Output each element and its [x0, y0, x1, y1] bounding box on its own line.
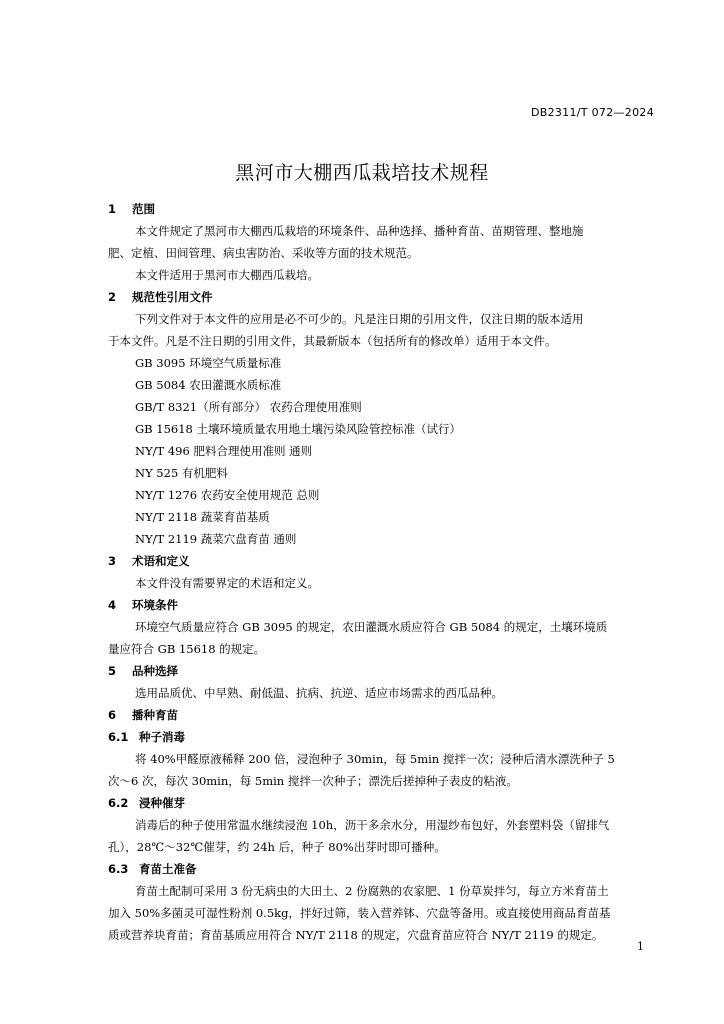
section-number: 5	[108, 664, 117, 678]
paragraph-line: 下列文件对于本文件的应用是必不可少的。凡是注日期的引用文件，仅注日期的版本适用	[135, 312, 584, 326]
subsection-heading-6-1	[108, 726, 658, 748]
subsection-number: 6.3	[108, 862, 129, 876]
section-heading-1	[108, 198, 658, 220]
subsection-title: 种子消毒	[139, 730, 185, 744]
reference-item: NY 525 有机肥料	[135, 466, 228, 480]
section-number: 2	[108, 290, 117, 304]
paragraph-line: 消毒后的种子使用常温水继续浸泡 10h，沥干多余水分，用湿纱布包好，外套塑料袋（留排气	[135, 818, 610, 832]
section-title: 播种育苗	[132, 708, 178, 722]
paragraph-line: 环境空气质量应符合 GB 3095 的规定，农田灌溉水质应符合 GB 5084 的规定，土壤环境质	[135, 620, 608, 634]
paragraph-line: 本文件没有需要界定的术语和定义。	[135, 576, 319, 590]
section-title: 规范性引用文件	[132, 290, 213, 304]
subsection-heading-6-3	[108, 858, 658, 880]
paragraph-line: 肥、定植、田间管理、病虫害防治、采收等方面的技术规范。	[108, 246, 419, 260]
document-title: 黑河市大棚西瓜栽培技术规程	[235, 162, 489, 184]
paragraph-line: 育苗土配制可采用 3 份无病虫的大田土、2 份腐熟的农家肥、1 份草炭拌匀，每立方米育苗土	[135, 884, 609, 898]
subsection-title: 浸种催芽	[139, 796, 185, 810]
section-title: 品种选择	[132, 664, 178, 678]
reference-item: GB 5084 农田灌溉水质标准	[135, 378, 282, 392]
reference-item: GB 3095 环境空气质量标准	[135, 356, 282, 370]
paragraph-line: 孔），28℃～32℃催芽，约 24h 后，种子 80%出芽时即可播种。	[108, 840, 446, 854]
reference-item: GB 15618 土壤环境质量农用地土壤污染风险管控标准（试行）	[135, 422, 462, 436]
section-heading-3	[108, 550, 658, 572]
subsection-title: 育苗土准备	[139, 862, 197, 876]
paragraph-line: 将 40%甲醛原液稀释 200 倍，浸泡种子 30min，每 5min 搅拌一次；浸种后清水漂洗种子 5	[135, 752, 615, 766]
document-body	[108, 198, 658, 946]
subsection-number: 6.1	[108, 730, 129, 744]
paragraph-line: 质或营养块育苗；育苗基质应用符合 NY/T 2118 的规定，穴盘育苗应符合 NY/T 2119 的规定。	[108, 928, 604, 942]
section-number: 4	[108, 598, 117, 612]
subsection-number: 6.2	[108, 796, 129, 810]
section-title: 环境条件	[132, 598, 178, 612]
paragraph-line: 本文件适用于黑河市大棚西瓜栽培。	[135, 268, 319, 282]
section-heading-2	[108, 286, 658, 308]
paragraph-line: 选用品质优、中早熟、耐低温、抗病、抗逆、适应市场需求的西瓜品种。	[135, 686, 503, 700]
paragraph-line: 量应符合 GB 15618 的规定。	[108, 642, 266, 656]
section-number: 3	[108, 554, 117, 568]
reference-item: NY/T 1276 农药安全使用规范 总则	[135, 488, 320, 502]
page-number: 1	[637, 940, 644, 953]
reference-item: NY/T 2118 蔬菜育苗基质	[135, 510, 270, 524]
paragraph-line: 本文件规定了黑河市大棚西瓜栽培的环境条件、品种选择、播种育苗、苗期管理、整地施	[135, 224, 584, 238]
document-number: DB2311/T 072—2024	[530, 106, 654, 119]
reference-item: NY/T 2119 蔬菜穴盘育苗 通则	[135, 532, 297, 546]
subsection-heading-6-2	[108, 792, 658, 814]
section-heading-5	[108, 660, 658, 682]
section-number: 1	[108, 202, 117, 216]
section-heading-6	[108, 704, 658, 726]
section-number: 6	[108, 708, 117, 722]
paragraph-line: 次～6 次，每次 30min，每 5min 搅拌一次种子；漂洗后搓掉种子表皮的粘液。	[108, 774, 518, 788]
reference-item: GB/T 8321（所有部分） 农药合理使用准则	[135, 400, 362, 414]
paragraph-line: 加入 50%多菌灵可湿性粉剂 0.5kg，拌好过筛，装入营养钵、穴盘等备用。或直接使用商品育苗基	[108, 906, 611, 920]
section-heading-4	[108, 594, 658, 616]
paragraph-line: 于本文件。凡是不注日期的引用文件，其最新版本（包括所有的修改单）适用于本文件。	[108, 334, 557, 348]
section-title: 范围	[132, 202, 155, 216]
section-title: 术语和定义	[132, 554, 190, 568]
reference-item: NY/T 496 肥料合理使用准则 通则	[135, 444, 313, 458]
